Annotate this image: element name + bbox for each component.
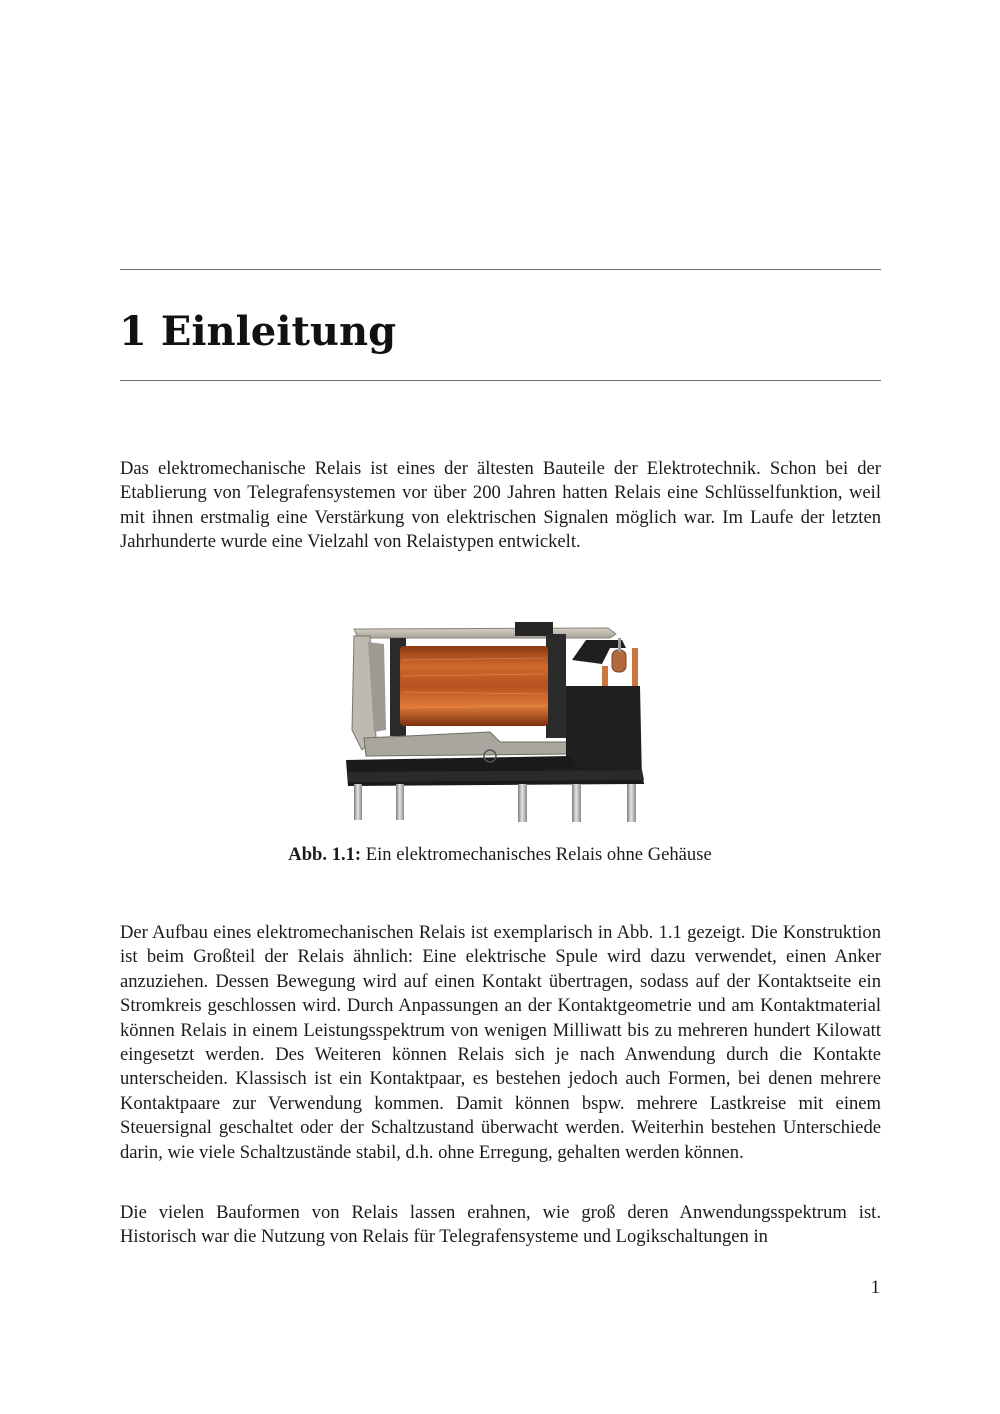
construction-paragraph: Der Aufbau eines elektromechanischen Relais ist exemplarisch in Abb. 1.1 gezeigt. Die Konstruktion ist beim Großteil der Relais ähnlich: Eine elektrische Spule wird dazu verwendet, einen Anker anzuziehen. Dessen Bewegung wird auf einen Kontakt übertragen, sodass auf der Kontaktseite ein Stromkreis geschlossen wird. Durch Anpassungen an der Kontaktgeometrie und am Kontaktmaterial können Relais in einem Leistungsspektrum von wenigen Milliwatt bis zu mehreren hundert Kilowatt eingesetzt werden. Des Weiteren können Relais sich je nach Anwendung durch die Kontakte unterscheiden. Klassisch ist ein Kontaktpaar, es bestehen jedoch auch Formen, bei denen mehrere Kontaktpaare zur Verwendung kommen. Damit können bspw. mehrere Lastkreise mit einem Steuersignal geschaltet oder der Schaltzustand überwacht werden. Weiterhin bestehen Unterschiede darin, wie viele Schaltzustände stabil, d.h. ohne Erregung, gehalten werden können. <box>120 922 881 1163</box>
relay-figure <box>340 620 660 830</box>
chapter-number: 1 <box>119 308 147 355</box>
intro-paragraph: Das elektromechanische Relais ist eines der ältesten Bauteile der Elektrotechnik. Schon bei der Etablierung von Telegrafensystemen vor über 200 Jahren hatten Relais eine Schlüsselfunktion, weil mit ihnen erstmalig eine Verstärkung von elektrischen Signalen möglich war. Im Laufe der letzten Jahrhunderte wurde eine Vielzahl von Relaistypen entwickelt. <box>120 458 881 553</box>
heading-rule-bottom <box>120 380 881 381</box>
figure-caption-text: Ein elektromechanisches Relais ohne Gehäuse <box>365 844 712 865</box>
chapter-title: Einleitung <box>160 308 397 355</box>
applications-paragraph: Die vielen Bauformen von Relais lassen erahnen, wie groß deren Anwendungsspektrum ist. Historisch war die Nutzung von Relais für Telegrafensysteme und Logikschaltungen in <box>120 1202 881 1248</box>
heading-rule-top <box>120 269 881 270</box>
page-number: 1 <box>870 1277 880 1298</box>
chapter-heading <box>119 306 396 358</box>
figure-label: Abb. 1.1: <box>288 844 362 865</box>
figure-caption <box>0 843 1000 867</box>
relay-photo-icon <box>340 620 660 830</box>
